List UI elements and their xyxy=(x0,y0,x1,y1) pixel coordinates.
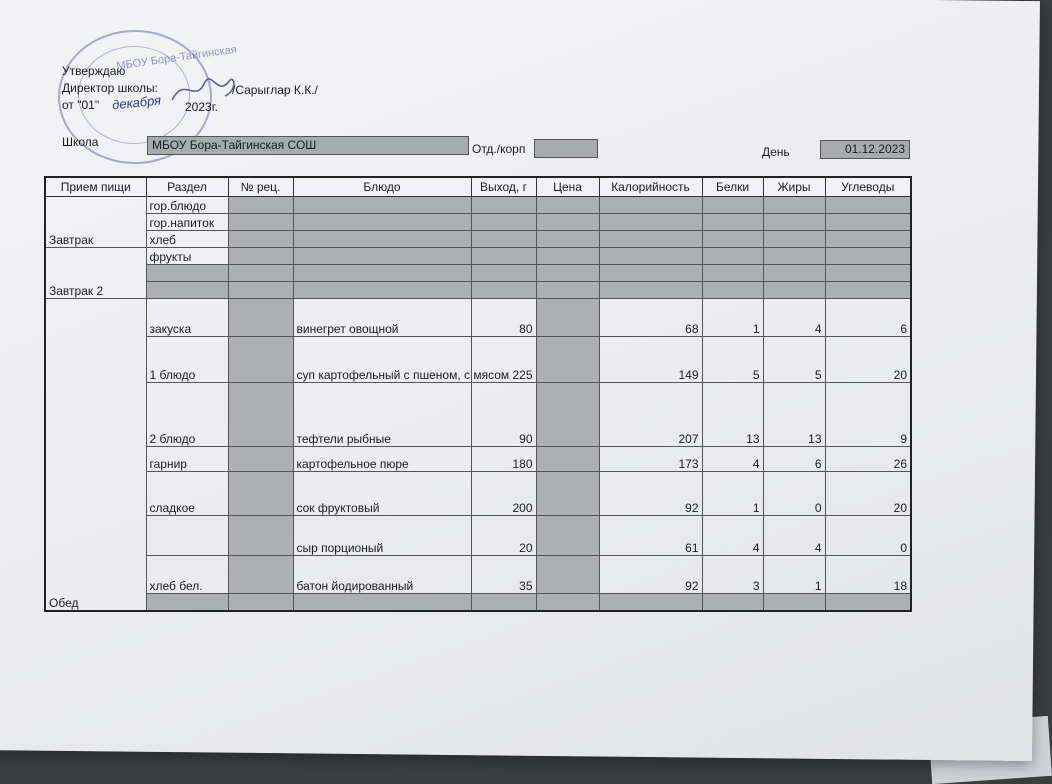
carbs-cell: 20 xyxy=(825,337,911,383)
empty-gray-cell xyxy=(763,231,825,248)
section-cell xyxy=(146,516,228,556)
empty-gray-cell xyxy=(599,214,702,231)
approve-label: Утверждаю xyxy=(62,64,126,78)
table-row xyxy=(45,516,911,556)
table-row xyxy=(45,197,911,214)
empty-gray-cell xyxy=(146,265,228,282)
empty-gray-cell xyxy=(702,197,763,214)
dept-label: Отд./корп xyxy=(472,142,526,156)
header-fat: Жиры xyxy=(763,177,825,197)
director-name: /Сарыглар К.К./ xyxy=(232,83,318,97)
table-row xyxy=(45,214,911,231)
empty-gray-cell xyxy=(228,337,293,383)
table-row xyxy=(45,337,911,383)
empty-gray-cell xyxy=(536,556,599,594)
empty-gray-cell xyxy=(228,447,293,472)
empty-gray-cell xyxy=(536,197,599,214)
date-month: декабря xyxy=(111,92,162,113)
empty-gray-cell xyxy=(228,556,293,594)
empty-gray-cell xyxy=(763,594,825,611)
kcal-cell: 92 xyxy=(599,472,702,516)
fat-cell: 1 xyxy=(763,556,825,594)
header-carbs: Углеводы xyxy=(825,177,911,197)
protein-cell: 1 xyxy=(702,472,763,516)
empty-gray-cell xyxy=(228,383,293,447)
carbs-cell: 26 xyxy=(825,447,911,472)
empty-gray-cell xyxy=(599,265,702,282)
dish-cell: сыр порционый xyxy=(293,516,471,556)
carbs-cell: 20 xyxy=(825,472,911,516)
director-label: Директор школы: xyxy=(62,81,158,95)
empty-gray-cell xyxy=(536,472,599,516)
dish-cell: сок фруктовый xyxy=(293,472,471,516)
day-label: День xyxy=(762,145,790,159)
section-cell: хлеб бел. xyxy=(146,556,228,594)
empty-gray-cell xyxy=(293,214,471,231)
fat-cell: 5 xyxy=(763,337,825,383)
empty-gray-cell xyxy=(599,594,702,611)
yield-cell: 35 xyxy=(471,556,536,594)
fat-cell: 6 xyxy=(763,447,825,472)
header-recipe: № рец. xyxy=(228,177,293,197)
empty-gray-cell xyxy=(293,197,471,214)
empty-gray-cell xyxy=(228,248,293,265)
empty-gray-cell xyxy=(471,197,536,214)
empty-gray-cell xyxy=(536,282,599,299)
empty-gray-cell xyxy=(763,282,825,299)
fat-cell: 4 xyxy=(763,299,825,337)
table-row xyxy=(45,447,911,472)
empty-gray-cell xyxy=(471,594,536,611)
empty-gray-cell xyxy=(471,231,536,248)
meal-lunch: Обед xyxy=(45,299,146,611)
dish-cell: картофельное пюре xyxy=(293,447,471,472)
protein-cell: 4 xyxy=(702,516,763,556)
empty-gray-cell xyxy=(228,516,293,556)
empty-gray-cell xyxy=(146,594,228,611)
day-value: 01.12.2023 xyxy=(820,140,910,159)
protein-cell: 4 xyxy=(702,447,763,472)
carbs-cell: 6 xyxy=(825,299,911,337)
dish-cell: тефтели рыбные xyxy=(293,383,471,447)
meal-breakfast2: Завтрак 2 xyxy=(45,248,146,299)
empty-gray-cell xyxy=(228,214,293,231)
carbs-cell: 18 xyxy=(825,556,911,594)
table-row xyxy=(45,282,911,299)
protein-cell: 1 xyxy=(702,299,763,337)
empty-gray-cell xyxy=(702,231,763,248)
section-cell: 1 блюдо xyxy=(146,337,228,383)
kcal-cell: 92 xyxy=(599,556,702,594)
empty-gray-cell xyxy=(228,472,293,516)
protein-cell: 3 xyxy=(702,556,763,594)
empty-gray-cell xyxy=(702,248,763,265)
section-cell: сладкое xyxy=(146,472,228,516)
empty-gray-cell xyxy=(293,265,471,282)
table-row xyxy=(45,594,911,611)
empty-gray-cell xyxy=(702,214,763,231)
table-row xyxy=(45,248,911,265)
empty-gray-cell xyxy=(471,214,536,231)
section-cell: гор.блюдо xyxy=(146,197,228,214)
yield-cell: 80 xyxy=(471,299,536,337)
empty-gray-cell xyxy=(146,282,228,299)
empty-gray-cell xyxy=(825,231,911,248)
empty-gray-cell xyxy=(228,231,293,248)
empty-gray-cell xyxy=(293,594,471,611)
dish-cell: суп картофельный с пшеном, с мясом xyxy=(293,337,471,383)
empty-gray-cell xyxy=(825,594,911,611)
protein-cell: 13 xyxy=(702,383,763,447)
header-price: Цена xyxy=(536,177,599,197)
header-protein: Белки xyxy=(702,177,763,197)
dish-cell: винегрет овощной xyxy=(293,299,471,337)
empty-gray-cell xyxy=(763,214,825,231)
empty-gray-cell xyxy=(228,299,293,337)
dept-value xyxy=(534,139,598,158)
carbs-cell: 0 xyxy=(825,516,911,556)
yield-cell: 180 xyxy=(471,447,536,472)
empty-gray-cell xyxy=(825,214,911,231)
empty-gray-cell xyxy=(293,248,471,265)
empty-gray-cell xyxy=(536,299,599,337)
kcal-cell: 68 xyxy=(599,299,702,337)
empty-gray-cell xyxy=(599,282,702,299)
date-year: 2023г. xyxy=(185,100,218,114)
empty-gray-cell xyxy=(702,594,763,611)
header-section: Раздел xyxy=(146,177,228,197)
kcal-cell: 173 xyxy=(599,447,702,472)
empty-gray-cell xyxy=(536,265,599,282)
school-label: Школа xyxy=(62,135,99,149)
empty-gray-cell xyxy=(599,248,702,265)
empty-gray-cell xyxy=(536,231,599,248)
table-row xyxy=(45,265,911,282)
meal-breakfast: Завтрак xyxy=(45,197,146,248)
empty-gray-cell xyxy=(536,516,599,556)
fat-cell: 0 xyxy=(763,472,825,516)
empty-gray-cell xyxy=(293,282,471,299)
empty-gray-cell xyxy=(471,282,536,299)
school-value: МБОУ Бора-Тайгинская СОШ xyxy=(147,136,469,155)
empty-gray-cell xyxy=(536,447,599,472)
kcal-cell: 207 xyxy=(599,383,702,447)
empty-gray-cell xyxy=(599,197,702,214)
kcal-cell: 61 xyxy=(599,516,702,556)
empty-gray-cell xyxy=(825,265,911,282)
empty-gray-cell xyxy=(228,594,293,611)
empty-gray-cell xyxy=(536,337,599,383)
empty-gray-cell xyxy=(825,282,911,299)
kcal-cell: 149 xyxy=(599,337,702,383)
empty-gray-cell xyxy=(825,197,911,214)
empty-gray-cell xyxy=(471,248,536,265)
protein-cell: 5 xyxy=(702,337,763,383)
empty-gray-cell xyxy=(763,197,825,214)
empty-gray-cell xyxy=(599,231,702,248)
empty-gray-cell xyxy=(536,214,599,231)
header-dish: Блюдо xyxy=(293,177,471,197)
yield-cell: 20 xyxy=(471,516,536,556)
section-cell: хлеб xyxy=(146,231,228,248)
empty-gray-cell xyxy=(293,231,471,248)
header-meal: Прием пищи xyxy=(45,177,146,197)
stamp-text: МБОУ Бора-Тайгинская xyxy=(115,43,238,73)
empty-gray-cell xyxy=(763,265,825,282)
section-cell: гарнир xyxy=(146,447,228,472)
header-yield: Выход, г xyxy=(471,177,536,197)
empty-gray-cell xyxy=(536,248,599,265)
table-row xyxy=(45,556,911,594)
section-cell: гор.напиток xyxy=(146,214,228,231)
fat-cell: 4 xyxy=(763,516,825,556)
empty-gray-cell xyxy=(702,282,763,299)
date-prefix: от "01" xyxy=(62,98,100,112)
section-cell: закуска xyxy=(146,299,228,337)
empty-gray-cell xyxy=(228,197,293,214)
header-row xyxy=(45,177,911,197)
section-cell: фрукты xyxy=(146,248,228,265)
table-row xyxy=(45,472,911,516)
fat-cell: 13 xyxy=(763,383,825,447)
dish-cell: батон йодированный xyxy=(293,556,471,594)
header-kcal: Калорийность xyxy=(599,177,702,197)
table-row xyxy=(45,383,911,447)
empty-gray-cell xyxy=(825,248,911,265)
table-row xyxy=(45,231,911,248)
empty-gray-cell xyxy=(228,265,293,282)
empty-gray-cell xyxy=(471,265,536,282)
empty-gray-cell xyxy=(702,265,763,282)
yield-cell: 200 xyxy=(471,472,536,516)
empty-gray-cell xyxy=(763,248,825,265)
menu-table xyxy=(44,176,912,612)
empty-gray-cell xyxy=(536,383,599,447)
yield-cell: 225 xyxy=(471,337,536,383)
carbs-cell: 9 xyxy=(825,383,911,447)
empty-gray-cell xyxy=(536,594,599,611)
yield-cell: 90 xyxy=(471,383,536,447)
section-cell: 2 блюдо xyxy=(146,383,228,447)
empty-gray-cell xyxy=(228,282,293,299)
table-row xyxy=(45,299,911,337)
